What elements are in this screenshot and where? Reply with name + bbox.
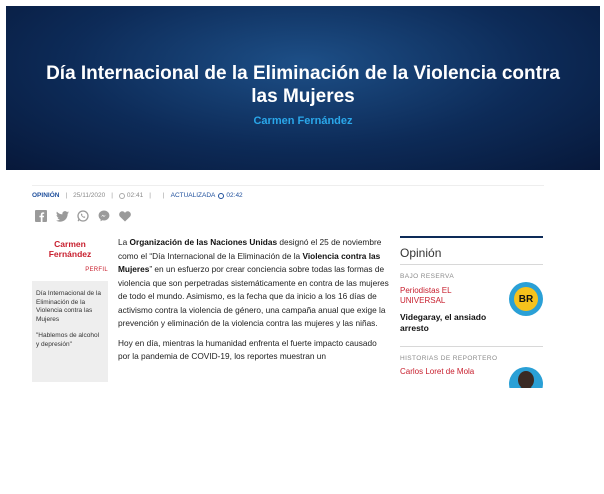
updated-label: ACTUALIZADA [170,192,216,199]
hero-author-link[interactable]: Carmen Fernández [253,115,353,127]
bajo-reserva-logo: BR [514,287,538,311]
heart-icon[interactable] [118,209,132,223]
author-box [32,239,108,382]
bold-link: Organización de las Naciones Unidas [129,237,278,247]
avatar-face [518,371,534,389]
separator: | [65,192,68,199]
bold-link: Violencia contra las Mujeres [118,250,381,274]
divider [32,185,544,186]
related-article-link[interactable]: "Hablemos de alcohol y depresión" [36,332,100,348]
clock-icon [119,193,125,199]
separator: | [111,192,113,199]
article-title: Día Internacional de la Eliminación de la Violencia contra las Mujeres [46,63,560,107]
separator: | [149,192,151,199]
article-meta [32,192,243,199]
messenger-icon[interactable] [97,209,111,223]
column-headline-link[interactable]: Videgaray, el ansiado arresto [400,312,487,333]
blank-area [0,388,604,494]
text-span: La [118,237,130,247]
section-link[interactable]: OPINIÓN [32,192,60,199]
article-body [118,236,390,370]
sidebar-top-rule [400,236,543,238]
column-author-link[interactable]: Periodistas EL UNIVERSAL [400,286,452,305]
avatar[interactable] [509,282,543,316]
share-bar [34,209,132,223]
opinion-item[interactable] [400,286,543,336]
author-articles-card [32,281,108,382]
whatsapp-icon[interactable] [76,209,90,223]
column-kicker[interactable]: HISTORIAS DE REPORTERO [400,355,498,362]
twitter-icon[interactable] [55,209,69,223]
article-paragraph [118,236,390,331]
opinion-sidebar [400,236,543,407]
clock-icon [218,193,224,199]
article-paragraph: Hoy en día, mientras la humanidad enfrenta el fuerte impacto causado por la pandemia de COVID-19, los reportes muestran un [118,337,377,361]
sidebar-title: Opinión [400,246,442,260]
facebook-icon[interactable] [34,209,48,223]
column-author-link[interactable]: Carlos Loret de Mola [400,367,475,376]
profile-link[interactable]: PERFIL [85,267,108,273]
text-span: designó el 25 de noviembre como el “Día Internacional de la Eliminación de la [118,237,382,261]
column-kicker[interactable]: BAJO RESERVA [400,273,455,280]
publish-time: 02:41 [126,192,144,199]
divider [400,264,543,265]
separator: | [162,192,165,199]
divider [400,346,543,347]
publish-date: 25/11/2020 [73,192,106,199]
related-article-link[interactable]: Día Internacional de la Eliminación de la Violencia contra las Mujeres [36,290,102,323]
hero-banner [6,6,600,170]
updated-time: 02:42 [226,192,243,199]
author-name-link[interactable]: Carmen Fernández [48,239,92,259]
text-span: ” en un esfuerzo por crear conciencia sobre todas las formas de violencia que son perpetradas sistemáticamente en contra de las mujeres de todo el mundo. Asimismo, es la fecha que da inicio a los 16 días de activismo contra la violencia de género, una campaña anual que exige la prevención y eliminación de la violencia contra las mujeres y las niñas. [118,264,389,328]
